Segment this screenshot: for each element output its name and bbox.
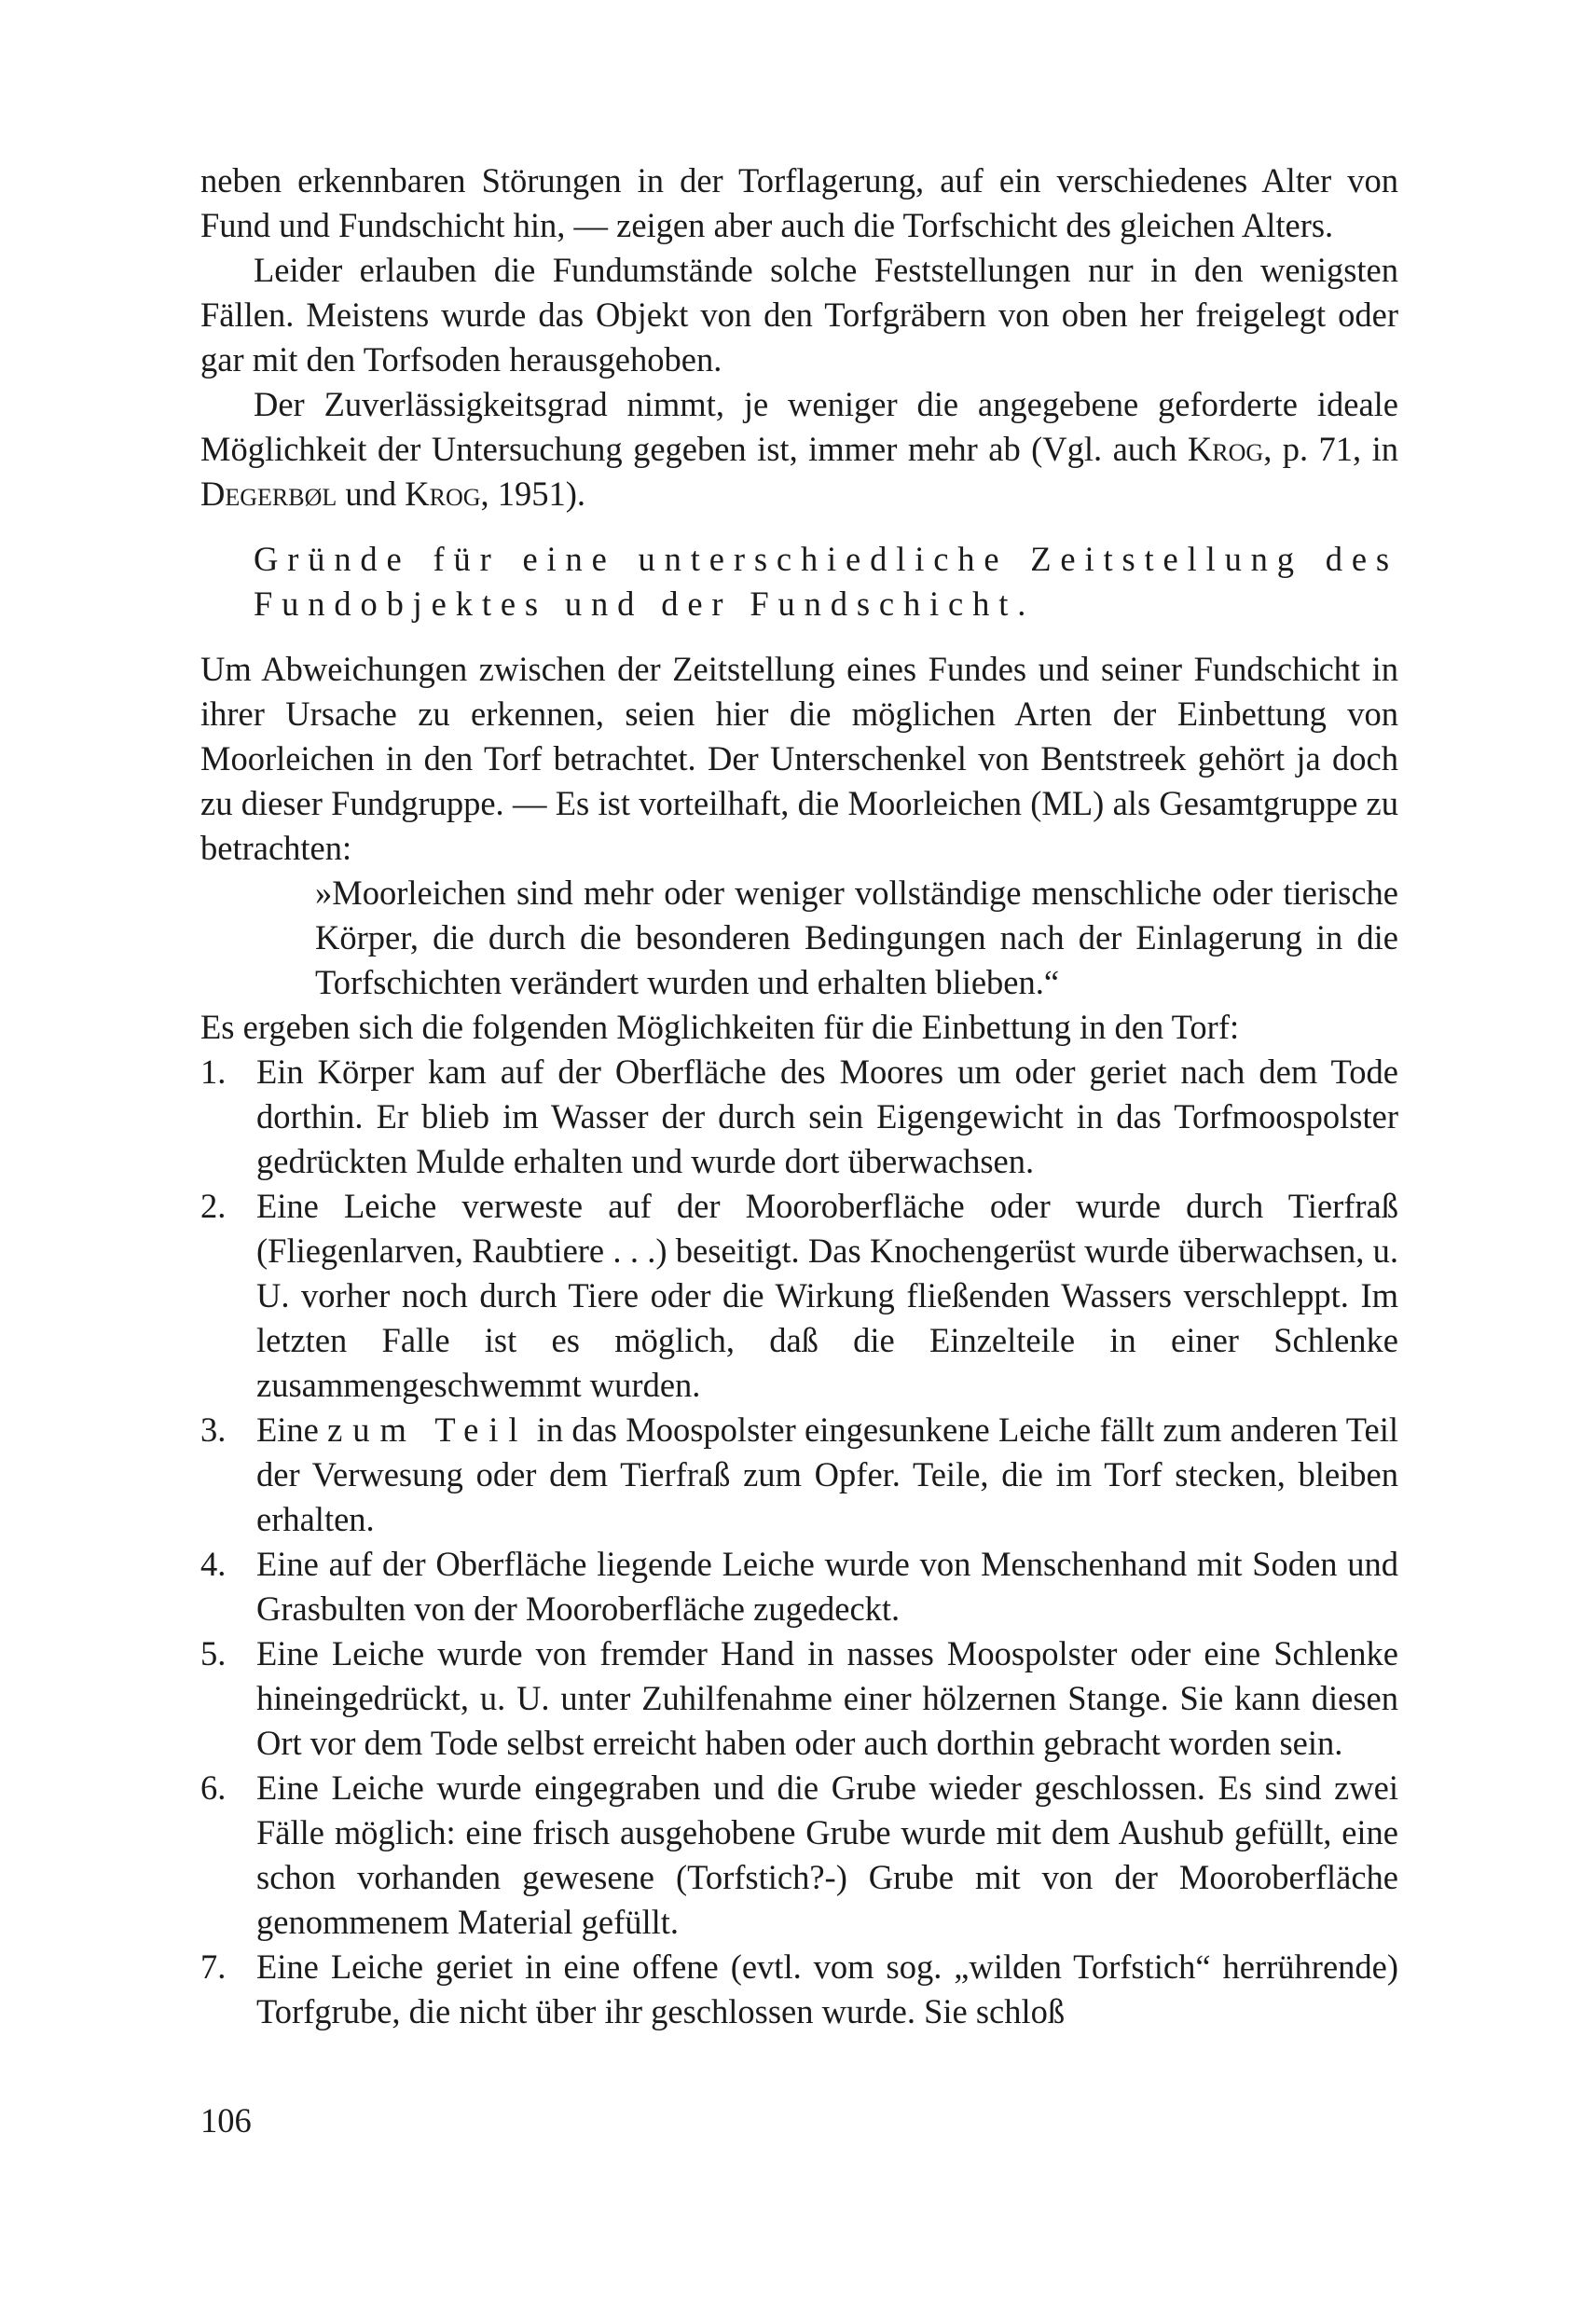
paragraph-fundumstaende: Leider erlauben die Fundumstände solche Feststellungen nur in den wenigsten Fällen. Meistens wurde das Objekt von den Torfgräbern von oben her freigelegt oder gar mit den Torfsoden herausgehoben.: [200, 251, 1398, 378]
emphasis-spaced: zum Teil: [327, 1411, 529, 1449]
author-degerbol: Degerbøl: [200, 475, 337, 513]
text-run: , 1951).: [480, 475, 586, 513]
list-item: [200, 1766, 1398, 1945]
list-item: [200, 1050, 1398, 1184]
list-number: 3.: [200, 1411, 227, 1449]
author-krog: Krog: [405, 475, 481, 513]
list-number: 5.: [200, 1634, 227, 1672]
author-krog: Krog: [1187, 430, 1264, 468]
list-number: 1.: [200, 1053, 227, 1091]
list-item: [200, 1631, 1398, 1766]
list-text: Eine Leiche wurde von fremder Hand in nasses Moospolster oder eine Schlenke hineingedrückt, u. U. unter Zuhilfenahme einer hölzernen Stange. Sie kann diesen Ort vor dem Tode selbst erreicht haben oder auch dorthin gebracht worden sein.: [256, 1634, 1398, 1762]
list-item: [200, 1184, 1398, 1408]
text-run: , p. 71, in: [1263, 430, 1398, 468]
list-text: Eine Leiche verweste auf der Mooroberfläche oder wurde durch Tierfraß (Fliegenlarven, Raubtiere . . .) beseitigt. Das Knochengerüst wurde überwachsen, u. U. vorher noch durch Tiere oder die Wirkung fließenden Wassers verschleppt. Im letzten Falle ist es möglich, daß die Einzelteile in einer Schlenke zusammengeschwemmt wurden.: [256, 1187, 1398, 1404]
section-heading: Gründe für eine unterschiedliche Zeitstellung des Fundobjektes und der Fundschicht.: [254, 540, 1398, 623]
list-text-prefix: Eine: [256, 1411, 328, 1449]
list-number: 7.: [200, 1947, 227, 1986]
list-text: Ein Körper kam auf der Oberfläche des Moores um oder geriet nach dem Tode dorthin. Er blieb im Wasser der durch sein Eigengewicht in das Torfmoospolster gedrückten Mulde erhalten und wurde dort überwachsen.: [256, 1053, 1398, 1180]
numbered-list: [200, 1050, 1398, 2034]
paragraph-continuation: neben erkennbaren Störungen in der Torflagerung, auf ein verschiedenes Alter von Fund und Fundschicht hin, — zeigen aber auch die Torfschicht des gleichen Alters.: [200, 161, 1398, 244]
list-item: [200, 1408, 1398, 1542]
page-body: [200, 158, 1398, 2034]
list-text: Eine Leiche geriet in eine offene (evtl. vom sog. „wilden Torfstich“ herrührende) Torfgrube, die nicht über ihr geschlossen wurde. Sie schloß: [256, 1947, 1398, 2030]
text-run: Der Zuverlässigkeitsgrad nimmt, je weniger die angegebene geforderte ideale Möglichkeit der Untersuchung gegeben ist, immer mehr ab (Vgl. auch: [200, 385, 1398, 468]
list-item: [200, 1945, 1398, 2034]
paragraph-abweichungen: Um Abweichungen zwischen der Zeitstellung eines Fundes und seiner Fundschicht in ihrer Ursache zu erkennen, seien hier die möglichen Arten der Einbettung von Moorleichen in den Torf betrachtet. Der Unterschenkel von Bentstreek gehört ja doch zu dieser Fundgruppe. — Es ist vorteilhaft, die Moorleichen (ML) als Gesamtgruppe zu betrachten:: [200, 650, 1398, 867]
paragraph-zuverlaessigkeit: [200, 382, 1398, 516]
list-number: 6.: [200, 1768, 227, 1807]
page-number: 106: [200, 2101, 252, 2140]
text-run: und: [337, 475, 406, 513]
list-number: 4.: [200, 1545, 227, 1583]
list-text: in das Moospolster eingesunkene Leiche fällt zum anderen Teil der Verwesung oder dem Tierfraß zum Opfer. Teile, die im Torf stecken, bleiben erhalten.: [256, 1411, 1398, 1538]
paragraph-list-intro: Es ergeben sich die folgenden Möglichkeiten für die Einbettung in den Torf:: [200, 1008, 1240, 1046]
block-quote-definition: »Moorleichen sind mehr oder weniger vollständige menschliche oder tierische Körper, die durch die besonderen Bedingungen nach der Einlagerung in die Torfschichten verändert wurden und erhalten blieben.“: [315, 874, 1398, 1001]
list-text: Eine Leiche wurde eingegraben und die Grube wieder geschlossen. Es sind zwei Fälle möglich: eine frisch ausgehobene Grube wurde mit dem Aushub gefüllt, eine schon vorhanden gewesene (Torfstich?-) Grube mit von der Mooroberfläche genommenem Material gefüllt.: [256, 1768, 1398, 1941]
list-text: Eine auf der Oberfläche liegende Leiche wurde von Menschenhand mit Soden und Grasbulten von der Mooroberfläche zugedeckt.: [256, 1545, 1398, 1628]
list-number: 2.: [200, 1187, 227, 1225]
list-item: [200, 1542, 1398, 1631]
